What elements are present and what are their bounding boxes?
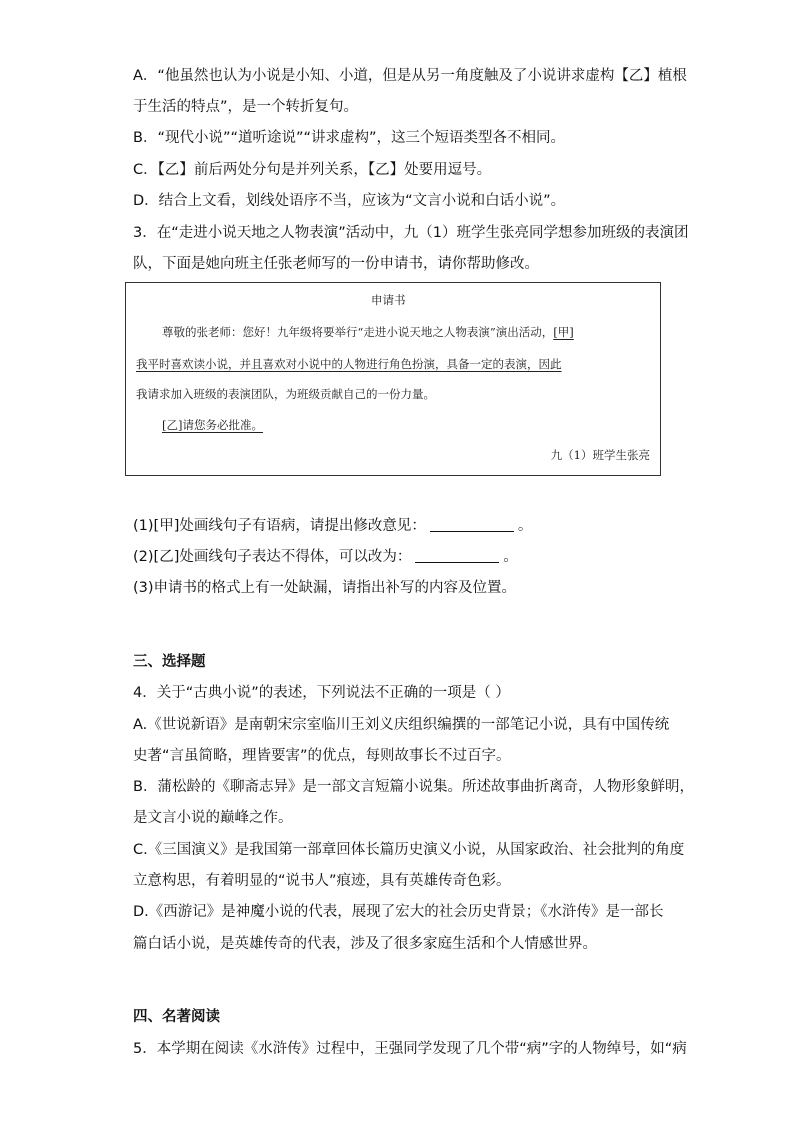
sub2-text: (2)[乙]处画线句子表达不得体，可以改为： (133, 549, 412, 565)
sub1-text: (1)[甲]处画线句子有语病，请提出修改意见： (133, 518, 426, 534)
letter-line1 (162, 324, 574, 340)
option-d: D．结合上文看，划线处语序不当，应该为“文言小说和白话小说”。 (133, 193, 566, 209)
q4-option-d-line2: 篇白话小说，是英雄传奇的代表，涉及了很多家庭生活和个人情感世界。 (133, 936, 597, 952)
answer-blank-2[interactable] (415, 548, 499, 563)
q4-option-a-line1: A.《世说新语》是南朝宋宗室临川王刘义庆组织编撰的一部笔记小说，具有中国传统 (133, 717, 670, 733)
option-c: C．【乙】前后两处分句是并列关系，【乙】处要用逗号。 (133, 162, 492, 178)
option-b: B．“现代小说”“道听途说”“讲求虚构”，这三个短语类型各不相同。 (133, 130, 566, 146)
section-4-heading: 四、名著阅读 (133, 1009, 220, 1025)
question-5: 5．本学期在阅读《水浒传》过程中，王强同学发现了几个带“病”字的人物绰号，如“病 (133, 1041, 687, 1057)
q4-option-d-line1: D.《西游记》是神魔小说的代表，展现了宏大的社会历史背景；《水浒传》是一部长 (133, 904, 664, 920)
sub1-end: 。 (517, 518, 533, 534)
q4-option-a-line2: 史著“言虽简略，理皆要害”的优点，每则故事长不过百字。 (133, 748, 511, 764)
question-3-intro-line1: 3．在“走进小说天地之人物表演”活动中，九（1）班学生张亮同学想参加班级的表演团 (133, 225, 689, 241)
letter-line1-text: 尊敬的张老师：您好！九年级将要举行“走进小说天地之人物表演”演出活动， (162, 325, 554, 339)
question-3-sub1 (133, 516, 532, 536)
question-3-intro-line2: 队，下面是她向班主任张老师写的一份申请书，请你帮助修改。 (133, 256, 539, 272)
option-a-line1: A．“他虽然也认为小说是小知、小道，但是从另一角度触及了小说讲求虚构【乙】植根 (133, 68, 687, 84)
q4-option-b-line2: 是文言小说的巅峰之作。 (133, 810, 293, 826)
sub2-end: 。 (503, 549, 518, 565)
letter-line2: 我平时喜欢读小说，并且喜欢对小说中的人物进行角色扮演，具备一定的表演，因此 (136, 357, 562, 371)
question-3-sub2 (133, 547, 518, 567)
q4-option-b-line1: B．蒲松龄的《聊斋志异》是一部文言短篇小说集。所述故事曲折离奇，人物形象鲜明， (133, 779, 694, 795)
application-letter-box (125, 282, 661, 476)
answer-blank-1[interactable] (430, 517, 514, 532)
q4-option-c-line1: C.《三国演义》是我国第一部章回体长篇历史演义小说，从国家政治、社会批判的角度 (133, 842, 685, 858)
letter-line3: 我请求加入班级的表演团队，为班级贡献自己的一份力量。 (136, 387, 435, 401)
section-3-heading: 三、选择题 (133, 654, 206, 670)
letter-line4: [乙]请您务必批准。 (162, 418, 263, 432)
question-4: 4．关于“古典小说”的表述，下列说法不正确的一项是（ ） (133, 685, 510, 701)
letter-signature: 九（1）班学生张亮 (550, 448, 650, 462)
question-3-sub3: (3)申请书的格式上有一处缺漏，请指出补写的内容及位置。 (133, 580, 517, 596)
option-a-line2: 于生活的特点”，是一个转折复句。 (133, 99, 359, 115)
marker-jia: [甲] (553, 325, 574, 339)
q4-option-c-line2: 立意构思，有着明显的“说书人”痕迹，具有英雄传奇色彩。 (133, 873, 511, 889)
letter-title: 申请书 (371, 293, 406, 307)
